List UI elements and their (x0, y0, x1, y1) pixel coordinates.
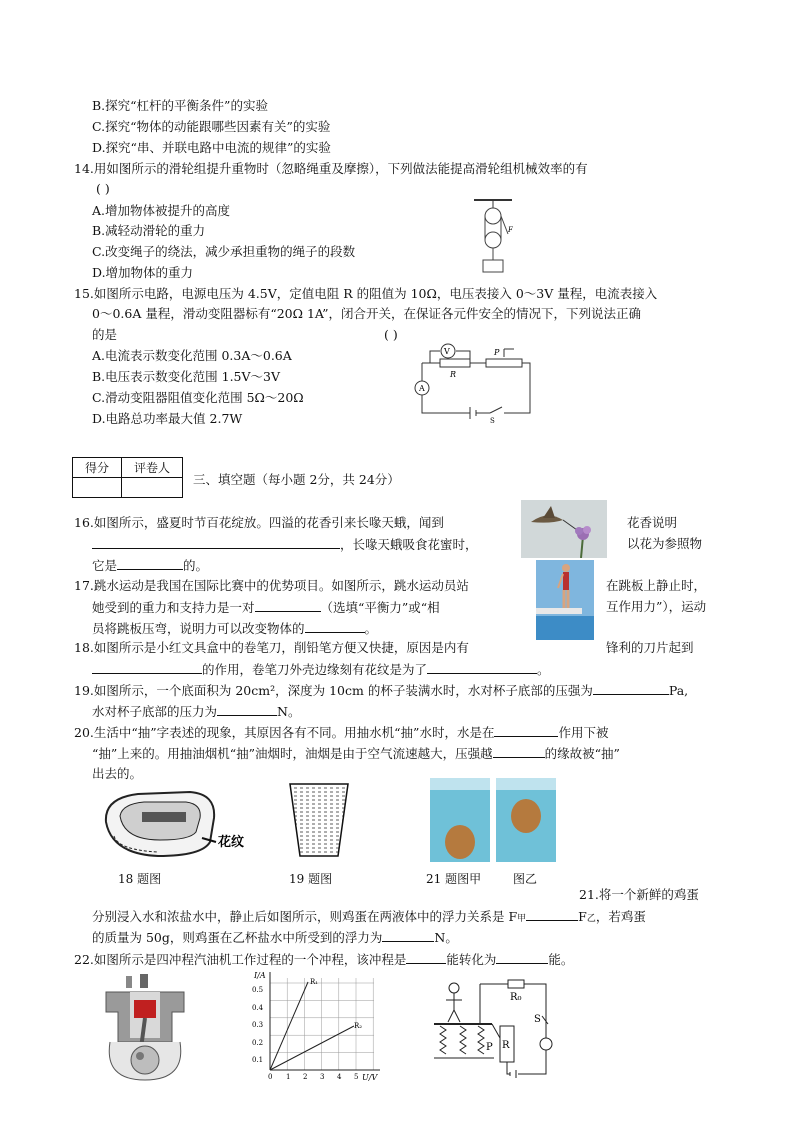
q20-blank1[interactable] (494, 724, 558, 737)
q19-line1: 19.如图所示，一个底面积为 20cm²，深度为 10cm 的杯子装满水时，水对杯子底部的压强为 Pa, (74, 683, 689, 698)
graph-y-label: I/A (254, 971, 266, 980)
score-header: 得分 (73, 458, 122, 478)
score-table (72, 457, 183, 498)
iu-graph (248, 968, 392, 1082)
q14-option-d: D.增加物体的重力 (92, 265, 194, 280)
q20-line2: “抽”上来的。用抽油烟机“抽”油烟时，油烟是由于空气流速越大，压强越 的缘故被“抽” (92, 746, 620, 761)
q20-line1: 20.生活中“抽”字表述的现象，其原因各有不同。用抽水机“抽”水时，水是在 作用下被 (74, 725, 609, 740)
q15-switch-label: S (490, 417, 495, 423)
q15-option-d: D.电路总功率最大值 2.7W (92, 411, 243, 426)
graph-x-label: U/V (362, 1073, 378, 1082)
q16-blank2[interactable] (117, 557, 183, 570)
circuit2-slider-label: P (486, 1042, 493, 1053)
grader-header: 评卷人 (122, 458, 183, 478)
q16-line1: 16.如图所示，盛夏时节百花绽放。四溢的花香引来长喙天蛾，闻到 (74, 515, 444, 530)
q22-line1: 22.如图所示是四冲程汽油机工作过程的一个冲程，该冲程是 能转化为 能。 (74, 952, 574, 967)
q14-paren: ( ) (96, 181, 110, 196)
q16-blank1[interactable] (92, 536, 340, 549)
graph-line-r2 (270, 1026, 354, 1070)
q21-line0: 21.将一个新鲜的鸡蛋 (579, 887, 699, 902)
q15-slider-label: P (494, 348, 500, 357)
q15-voltmeter-label: V (444, 347, 450, 356)
pencil-sharpener-figure (98, 786, 254, 862)
q16-line3: 它是 的。 (92, 558, 209, 573)
sharpener-pattern-label: 花纹 (218, 835, 245, 850)
engine-figure (100, 972, 190, 1084)
q15-paren: ( ) (384, 327, 398, 342)
diver-photo (536, 560, 594, 640)
caption-fig21-jia: 21 题图甲 (426, 872, 482, 886)
q17-line3: 员将跳板压弯，说明力可以改变物体的 。 (92, 621, 378, 636)
q21-blank1[interactable] (526, 908, 578, 921)
pulley-force-label: F (508, 226, 513, 234)
caption-fig21-yi: 图乙 (513, 872, 538, 886)
graph-xtick: 3 (320, 1073, 325, 1081)
q18-line2: 的作用，卷笔刀外壳边缘刻有花纹是为了 。 (92, 661, 550, 678)
q13-option-c: C.探究“物体的动能跟哪些因素有关”的实验 (92, 119, 331, 134)
section3-heading: 三、填空题（每小题 2分，共 24分） (193, 472, 400, 487)
q21-line1: 分别浸入水和浓盐水中，静止后如图所示，则鸡蛋在两液体中的浮力关系是 F甲 F乙，若鸡蛋 (92, 909, 646, 924)
q20-line3: 出去的。 (92, 766, 143, 781)
q17-line1: 17.跳水运动是我国在国际比赛中的优势项目。如图所示，跳水运动员站 (74, 578, 469, 593)
q14-option-b: B.减轻动滑轮的重力 (92, 223, 206, 238)
q15-option-c: C.滑动变阻器阻值变化范围 5Ω～20Ω (92, 390, 304, 405)
q14-stem: 14.用如图所示的滑轮组提升重物时（忽略绳重及摩擦），下列做法能提高滑轮组机械效率的有 (74, 161, 588, 176)
graph-ytick: 0.1 (252, 1056, 264, 1064)
q19-blank1[interactable] (593, 682, 669, 695)
q17-blank2[interactable] (305, 620, 365, 633)
q15-stem-line1: 15.如图所示电路，电源电压为 4.5V，定值电阻 R 的阻值为 10Ω，电压表接入 0～3V 量程，电流表接入 (74, 286, 658, 301)
graph-xtick: 2 (303, 1073, 308, 1081)
q22-blank2[interactable] (496, 951, 548, 964)
q17-line1-right: 在跳板上静止时， (606, 578, 707, 593)
q13-option-d: D.探究“串、并联电路中电流的规律”的实验 (92, 140, 331, 155)
q17-line2: 她受到的重力和支持力是一对 （选填“平衡力”或“相 (92, 600, 440, 615)
q15-stem-line2: 0～0.6A 量程，滑动变阻器标有“20Ω 1A”，闭合开关，在保证各元件安全的情况下，下列说法正确 (92, 306, 642, 321)
q13-option-b: B.探究“杠杆的平衡条件”的实验 (92, 98, 268, 113)
eggs-figure (430, 778, 558, 862)
q16-line2: ，长喙天蛾吸食花蜜时， (92, 536, 478, 553)
q16-line2-right: 以花为参照物 (627, 536, 703, 551)
caption-fig18: 18 题图 (118, 872, 162, 886)
graph-ytick: 0.3 (252, 1021, 264, 1029)
q15-resistor-label: R (450, 370, 457, 379)
q15-ammeter-label: A (419, 384, 425, 393)
q18-blank2[interactable] (427, 661, 537, 674)
grader-cell[interactable] (122, 478, 183, 498)
caption-fig19: 19 题图 (289, 872, 333, 886)
pulley-figure (470, 196, 520, 276)
q16-line1-right: 花香说明 (627, 515, 678, 530)
graph-r1-label: R₁ (310, 978, 319, 986)
graph-xtick: 1 (286, 1073, 291, 1081)
q21-blank2[interactable] (382, 929, 434, 942)
circuit2-switch-label: S (534, 1014, 541, 1025)
q15-circuit-figure (410, 343, 536, 423)
q15-stem-line3: 的是 (92, 327, 118, 342)
circuit2-r0-label: R₀ (510, 992, 522, 1003)
graph-r2-label: R₂ (354, 1022, 363, 1030)
graph-xtick: 5 (354, 1073, 359, 1081)
graph-ytick: 0.5 (252, 986, 264, 994)
q17-line2-right: 互作用力”），运动 (606, 599, 707, 614)
graph-line-r1 (270, 982, 308, 1070)
graph-xtick: 0 (268, 1073, 273, 1081)
q14-option-a: A.增加物体被提升的高度 (92, 203, 231, 218)
q19-blank2[interactable] (217, 703, 277, 716)
q15-option-b: B.电压表示数变化范围 1.5V～3V (92, 369, 281, 384)
hawkmoth-photo (521, 500, 607, 558)
score-cell[interactable] (73, 478, 122, 498)
graph-ytick: 0.2 (252, 1039, 264, 1047)
q18-line1-right: 锋利的刀片起到 (606, 640, 694, 655)
scale-circuit-figure (430, 978, 560, 1084)
q14-option-c: C.改变绳子的绕法，减少承担重物的绳子的段数 (92, 244, 356, 259)
cup-figure (288, 782, 350, 858)
q20-blank2[interactable] (493, 745, 545, 758)
q21-line2: 的质量为 50g，则鸡蛋在乙杯盐水中所受到的浮力为 N。 (92, 930, 458, 945)
graph-ytick: 0.4 (252, 1004, 264, 1012)
circuit2-r-label: R (502, 1040, 510, 1051)
q22-blank1[interactable] (406, 951, 446, 964)
q15-option-a: A.电流表示数变化范围 0.3A～0.6A (92, 348, 292, 363)
graph-xtick: 4 (337, 1073, 342, 1081)
q18-blank1[interactable] (92, 661, 202, 674)
q19-line2: 水对杯子底部的压力为 N。 (92, 704, 301, 719)
q17-blank1[interactable] (255, 599, 321, 612)
q18-line1: 18.如图所示是小红文具盒中的卷笔刀，削铅笔方便又快捷，原因是内有 (74, 640, 469, 655)
